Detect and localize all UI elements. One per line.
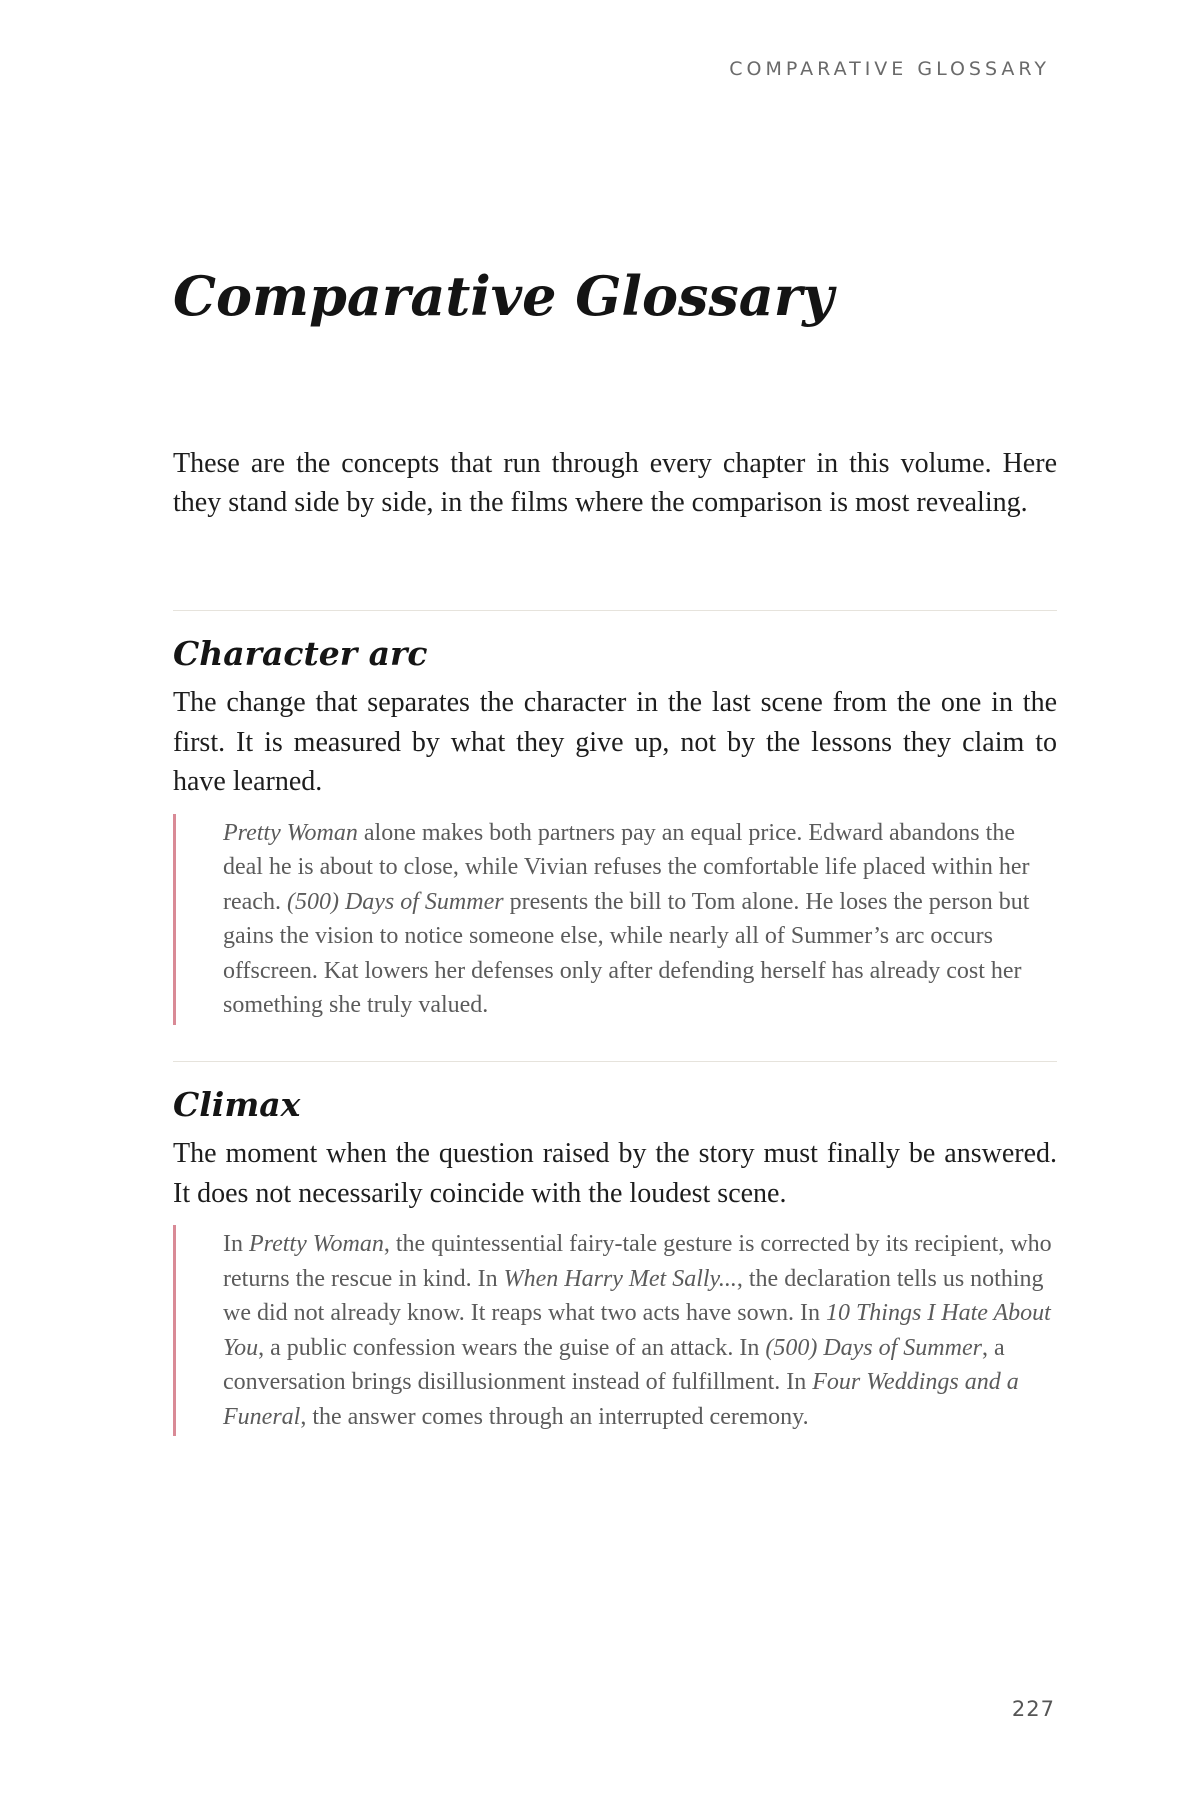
entry-term: Climax	[173, 1085, 301, 1124]
entry-comparison	[173, 814, 1057, 1025]
film-title: When Harry Met Sally...	[503, 1265, 737, 1292]
comparison-text: alone makes both partners pay an equal price. Edward abandons the deal he is about to close, while Vivian refuses the comfortable life placed within her reach.	[223, 819, 1030, 915]
comparison-text: , the quintessential fairy-tale gesture is corrected by its recipient, who returns the rescue in kind. In	[223, 1231, 1052, 1292]
film-title: 10 Things I Hate About You	[223, 1300, 1051, 1361]
entry-definition: The moment when the question raised by the story must finally be answered. It does not necessarily coincide with the loudest scene.	[173, 1138, 1057, 1209]
comparison-text: , the answer comes through an interrupted ceremony.	[300, 1403, 809, 1430]
entry-term: Character arc	[173, 634, 428, 673]
film-title: (500) Days of Summer	[286, 888, 504, 915]
film-title: Pretty Woman	[223, 819, 358, 846]
glossary-entry-climax	[173, 1061, 1057, 1436]
section-divider	[173, 1061, 1057, 1062]
comparison-text: , the declaration tells us nothing we did not already know. It reaps what two acts have sown. In	[223, 1265, 1044, 1326]
comparison-text: , a conversation brings disillusionment instead of fulfillment. In	[223, 1334, 1005, 1395]
page-title: Comparative Glossary	[173, 264, 834, 328]
running-head: COMPARATIVE GLOSSARY	[729, 58, 1050, 80]
comparison-text: presents the bill to Tom alone. He loses the person but gains the vision to notice someone else, while nearly all of Summer’s arc occurs offscreen. Kat lowers her defenses only after defending herself has already cost her something she truly valued.	[223, 888, 1030, 1018]
film-title: Four Weddings and a Funeral	[223, 1369, 1019, 1430]
entry-comparison	[173, 1225, 1057, 1436]
comparison-text: , a public confession wears the guise of an attack. In	[258, 1334, 766, 1361]
glossary-entry-character-arc	[173, 610, 1057, 1025]
entry-definition: The change that separates the character in the last scene from the one in the first. It is measured by what they give up, not by the lessons they claim to have learned.	[173, 687, 1057, 797]
comparison-text: In	[223, 1231, 249, 1257]
film-title: (500) Days of Summer	[765, 1334, 982, 1361]
film-title: Pretty Woman	[249, 1231, 384, 1257]
section-divider	[173, 610, 1057, 611]
page-number: 227	[1011, 1697, 1055, 1721]
intro-paragraph: These are the concepts that run through every chapter in this volume. Here they stand side by side, in the films where the comparison is most revealing.	[173, 448, 1057, 518]
